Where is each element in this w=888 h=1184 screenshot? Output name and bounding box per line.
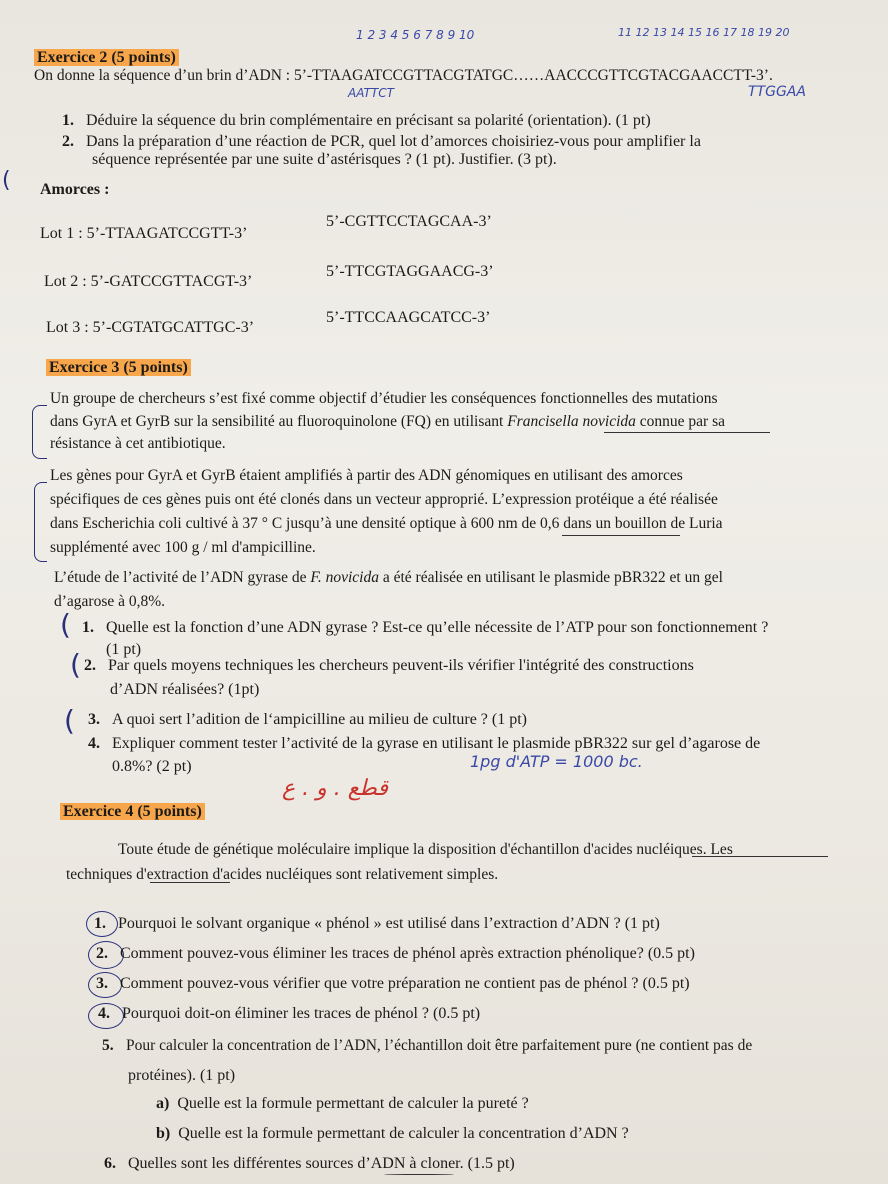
ex3-paragraph-2-line-3: dans Escherichia coli cultivé à 37 ° C jusqu’à une densité optique à 600 nm de 0,6 dans un bouillon de Luria bbox=[50, 515, 723, 532]
ex4-question-5: 5. Pour calculer la concentration de l’ADN, l’échantillon doit être parfaitement pure (ne contient pas de bbox=[102, 1037, 753, 1054]
ex4-question-5-cont: protéines). (1 pt) bbox=[128, 1067, 236, 1084]
handwritten-numbers-right: 11 12 13 14 15 16 17 18 19 20 bbox=[618, 26, 790, 39]
ex3-paragraph-2-line-1: Les gènes pour GyrA et GyrB étaient amplifiés à partir des ADN génomiques en utilisant des amorces bbox=[50, 467, 683, 484]
exercise-3-title: Exercice 3 (5 points) bbox=[46, 358, 191, 378]
handwritten-bracket-1 bbox=[32, 405, 47, 459]
ex3-paragraph-3-cont: d’agarose à 0,8%. bbox=[54, 593, 166, 610]
ex4-question-6: 6. Quelles sont les différentes sources d’ADN à cloner. (1.5 pt) bbox=[104, 1155, 515, 1172]
handwritten-aattct: AATTCT bbox=[348, 86, 394, 100]
ex3-question-3: 3. A quoi sert l’adition de l‘ampicilline au milieu de culture ? (1 pt) bbox=[88, 711, 527, 728]
exercise-2-title: Exercice 2 (5 points) bbox=[34, 48, 179, 68]
ex3-question-4-cont: 0.8%? (2 pt) bbox=[112, 758, 192, 775]
underline-acides-nucleiques bbox=[692, 856, 828, 857]
exercise-2-intro: On donne la séquence d’un brin d’ADN : 5’-TTAAGATCCGTTACGTATGC……AACCCGTTCGTACGAACCTT-3’. bbox=[34, 67, 773, 84]
handwritten-paren-q2: ( bbox=[70, 648, 81, 681]
ex3-paragraph-2-line-4: supplémenté avec 100 g / ml d'ampicilline. bbox=[50, 539, 316, 556]
ex4-question-3: 3. Comment pouvez-vous vérifier que votre préparation ne contient pas de phénol ? (0.5 pt) bbox=[96, 975, 690, 992]
lot-1-primer-b: 5’-CGTTCCTAGCAA-3’ bbox=[326, 213, 492, 230]
lot-3: Lot 3 : 5’-CGTATGCATTGC-3’ bbox=[46, 319, 255, 336]
ex3-question-2-cont: d’ADN réalisées? (1pt) bbox=[110, 681, 260, 698]
ex3-question-1: 1. Quelle est la fonction d’une ADN gyrase ? Est-ce qu’elle nécessite de l’ATP pour son fonctionnement ? bbox=[82, 619, 769, 636]
ex3-question-1-points: (1 pt) bbox=[106, 641, 142, 658]
ex4-question-1: 1. Pourquoi le solvant organique « phénol » est utilisé dans l’extraction d’ADN ? (1 pt) bbox=[94, 915, 660, 932]
ex4-question-2: 2. Comment pouvez-vous éliminer les traces de phénol après extraction phénolique? (0.5 pt) bbox=[96, 945, 695, 962]
ex4-intro-line-1: Toute étude de génétique moléculaire implique la disposition d'échantillon d'acides nucléiques. Les bbox=[118, 841, 733, 858]
underline-600nm bbox=[562, 535, 680, 536]
ex2-question-2: 2. Dans la préparation d’une réaction de PCR, quel lot d’amorces choisiriez-vous pour amplifier la bbox=[62, 133, 701, 150]
ex2-question-1: 1. Déduire la séquence du brin complémentaire en précisant sa polarité (orientation). (1 pt) bbox=[62, 112, 651, 129]
exercise-4-title: Exercice 4 (5 points) bbox=[60, 802, 205, 822]
handwritten-numbers-left: 1 2 3 4 5 6 7 8 9 10 bbox=[356, 28, 475, 42]
handwritten-bracket-2 bbox=[34, 482, 47, 562]
handwritten-arabic-note: قطع . و . ع bbox=[282, 776, 388, 801]
underline-extraction bbox=[150, 882, 230, 883]
amorces-label: Amorces : bbox=[40, 181, 110, 198]
ex3-question-2: 2. Par quels moyens techniques les chercheurs peuvent-ils vérifier l'intégrité des constructions bbox=[84, 657, 694, 674]
handwritten-ttggaa: TTGGAA bbox=[748, 84, 806, 100]
handwritten-paren-q1: ( bbox=[60, 608, 71, 641]
margin-paren-mark: ( bbox=[2, 168, 11, 193]
underline-francisella bbox=[604, 432, 770, 433]
lot-1: Lot 1 : 5’-TTAAGATCCGTT-3’ bbox=[40, 225, 248, 242]
ex3-paragraph-3: L’étude de l’activité de l’ADN gyrase de F. novicida a été réalisée en utilisant le plasmide pBR322 et un gel bbox=[54, 569, 723, 586]
ex3-paragraph-2-line-2: spécifiques de ces gènes puis ont été clonés dans un vecteur approprié. L’expression protéique a été réalisée bbox=[50, 491, 718, 508]
ex3-question-4: 4. Expliquer comment tester l’activité de la gyrase en utilisant le plasmide pBR322 sur gel d’agarose de bbox=[88, 735, 761, 752]
ex4-intro-line-2: techniques d'extraction d'acides nucléiques sont relativement simples. bbox=[66, 866, 499, 883]
handwritten-paren-q3: ( bbox=[64, 704, 75, 737]
lot-3-primer-b: 5’-TTCCAAGCATCC-3’ bbox=[326, 309, 491, 326]
underline-adn bbox=[384, 1174, 454, 1175]
ex4-question-5b: b) Quelle est la formule permettant de calculer la concentration d’ADN ? bbox=[156, 1125, 629, 1142]
ex3-paragraph-1-line-1: Un groupe de chercheurs s’est fixé comme objectif d’étudier les conséquences fonctionnelles des mutations bbox=[50, 390, 718, 407]
ex2-question-2-cont: séquence représentée par une suite d’astérisques ? (1 pt). Justifier. (3 pt). bbox=[92, 151, 557, 168]
lot-2-primer-b: 5’-TTCGTAGGAACG-3’ bbox=[326, 263, 494, 280]
ex4-question-5a: a) Quelle est la formule permettant de calculer la pureté ? bbox=[156, 1095, 529, 1112]
ex3-paragraph-1-line-3: résistance à cet antibiotique. bbox=[50, 435, 226, 452]
lot-2: Lot 2 : 5’-GATCCGTTACGT-3’ bbox=[44, 273, 253, 290]
ex3-paragraph-1-line-2: dans GyrA et GyrB sur la sensibilité au fluoroquinolone (FQ) en utilisant Francisella novicida connue par sa bbox=[50, 413, 725, 430]
ex4-question-4: 4. Pourquoi doit-on éliminer les traces de phénol ? (0.5 pt) bbox=[98, 1005, 481, 1022]
handwritten-atp-note: 1pg d'ATP = 1000 bc. bbox=[470, 752, 643, 771]
